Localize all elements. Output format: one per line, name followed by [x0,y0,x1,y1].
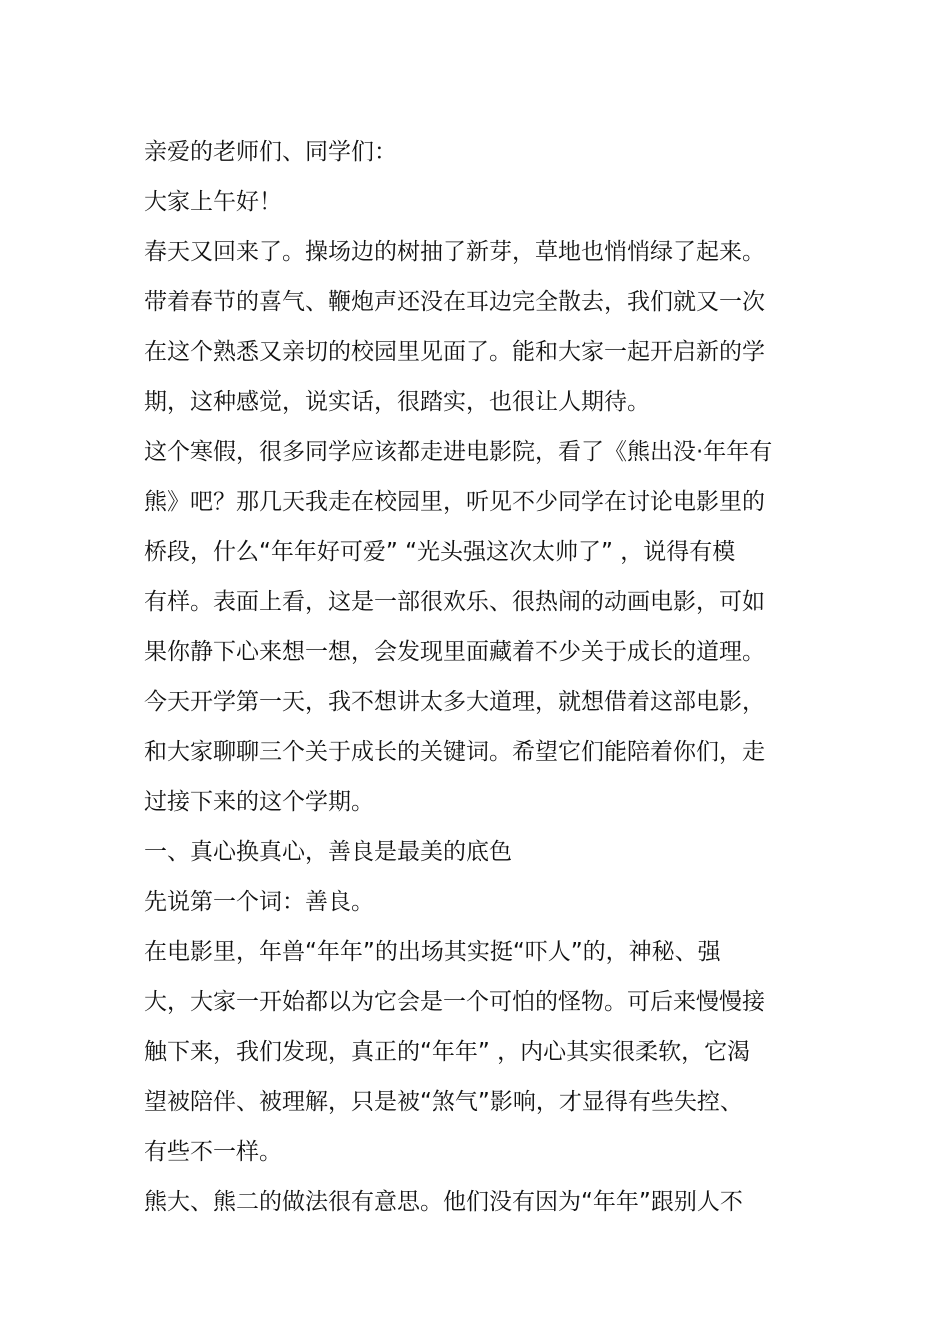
text-line: 这个寒假，很多同学应该都走进电影院，看了《熊出没·年年有 [144,439,773,465]
text-line: 果你静下心来想一想，会发现里面藏着不少关于成长的道理。 [144,639,765,665]
text-line: 熊大、熊二的做法很有意思。他们没有因为“年年”跟别人不 [144,1189,743,1215]
text-line: 亲爱的老师们、同学们： [144,139,397,165]
text-line: 桥段，什么“年年好可爱” “光头强这次太帅了” ，说得有模 [144,539,736,565]
text-line: 在电影里，年兽“年年”的出场其实挺“吓人”的，神秘、强 [144,939,721,965]
text-line: 有样。表面上看，这是一部很欢乐、很热闹的动画电影，可如 [144,589,765,615]
text-line: 今天开学第一天，我不想讲太多大道理，就想借着这部电影， [144,689,765,715]
text-line: 大家上午好！ [144,189,282,215]
text-line: 带着春节的喜气、鞭炮声还没在耳边完全散去，我们就又一次 [144,289,765,315]
text-line: 大，大家一开始都以为它会是一个可怕的怪物。可后来慢慢接 [144,989,765,1015]
text-line: 先说第一个词：善良。 [144,889,374,915]
text-line: 有些不一样。 [144,1139,282,1165]
text-line: 春天又回来了。操场边的树抽了新芽，草地也悄悄绿了起来。 [144,239,765,265]
text-line: 和大家聊聊三个关于成长的关键词。希望它们能陪着你们，走 [144,739,765,765]
text-line: 过接下来的这个学期。 [144,789,374,815]
text-line: 望被陪伴、被理解，只是被“煞气”影响，才显得有些失控、 [144,1089,743,1115]
text-line: 熊》吧？那几天我走在校园里，听见不少同学在讨论电影里的 [144,489,765,515]
text-line: 触下来，我们发现，真正的“年年” ，内心其实很柔软，它渴 [144,1039,751,1065]
text-line: 期，这种感觉，说实话，很踏实，也很让人期待。 [144,389,650,415]
speech-text [144,127,814,1227]
section-heading: 一、真心换真心，善良是最美的底色 [144,839,512,865]
text-line: 在这个熟悉又亲切的校园里见面了。能和大家一起开启新的学 [144,339,765,365]
